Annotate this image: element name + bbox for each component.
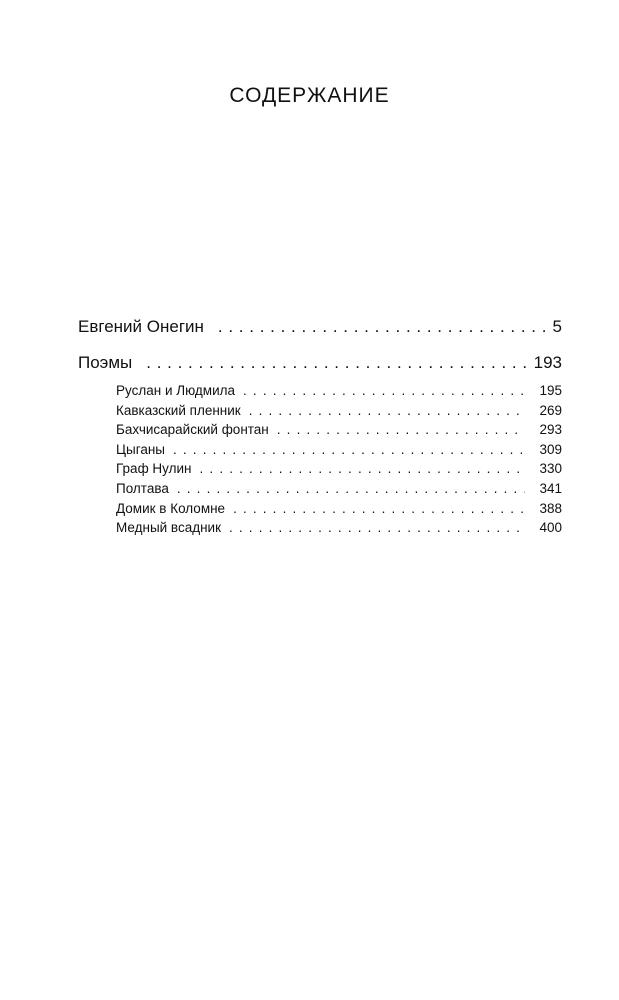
toc-subentry-page: 293 xyxy=(539,422,562,438)
page-title: СОДЕРЖАНИЕ xyxy=(229,84,390,107)
toc-entry-page: 5 xyxy=(552,317,562,336)
dot-leader xyxy=(277,420,526,440)
toc-subentry-page: 330 xyxy=(539,461,562,477)
toc-subentry[interactable] xyxy=(116,518,562,538)
toc-subentry-page: 269 xyxy=(539,402,562,418)
toc-subentry-page: 309 xyxy=(539,441,562,457)
table-of-contents xyxy=(78,312,562,538)
toc-subentry[interactable] xyxy=(116,420,562,440)
toc-subentry-page: 195 xyxy=(539,383,562,398)
toc-entry-poems[interactable] xyxy=(78,348,562,378)
toc-subentry-title: Домик в Коломне xyxy=(116,500,226,516)
toc-entry-title: Евгений Онегин xyxy=(78,317,204,336)
toc-subentry-title: Граф Нулин xyxy=(116,461,192,477)
dot-leader xyxy=(218,312,547,342)
toc-entry-title: Поэмы xyxy=(78,353,133,372)
toc-subentry[interactable] xyxy=(116,381,562,401)
toc-subentry-page: 400 xyxy=(539,520,562,536)
dot-leader xyxy=(249,401,526,421)
toc-subentry-title: Бахчисарайский фонтан xyxy=(116,422,269,438)
toc-subentry-page: 388 xyxy=(539,500,562,516)
dot-leader xyxy=(233,499,525,519)
dot-leader xyxy=(146,348,527,378)
toc-subentry-title: Полтава xyxy=(116,480,169,496)
poems-list xyxy=(116,381,562,538)
dot-leader xyxy=(229,518,525,538)
dot-leader xyxy=(243,381,525,401)
dot-leader xyxy=(173,440,525,460)
toc-subentry-page: 341 xyxy=(539,480,562,496)
dot-leader xyxy=(200,459,526,479)
dot-leader xyxy=(177,479,526,499)
toc-subentry[interactable] xyxy=(116,499,562,519)
toc-subentry-title: Кавказский пленник xyxy=(116,402,241,418)
toc-subentry-title: Медный всадник xyxy=(116,520,221,536)
toc-subentry[interactable] xyxy=(116,440,562,460)
toc-subentry[interactable] xyxy=(116,401,562,421)
toc-subentry[interactable] xyxy=(116,479,562,499)
toc-subentry[interactable] xyxy=(116,459,562,479)
toc-entry-page: 193 xyxy=(533,353,562,372)
toc-subentry-title: Руслан и Людмила xyxy=(116,383,236,398)
toc-subentry-title: Цыганы xyxy=(116,441,165,457)
toc-entry-evgeny-onegin[interactable] xyxy=(78,312,562,342)
